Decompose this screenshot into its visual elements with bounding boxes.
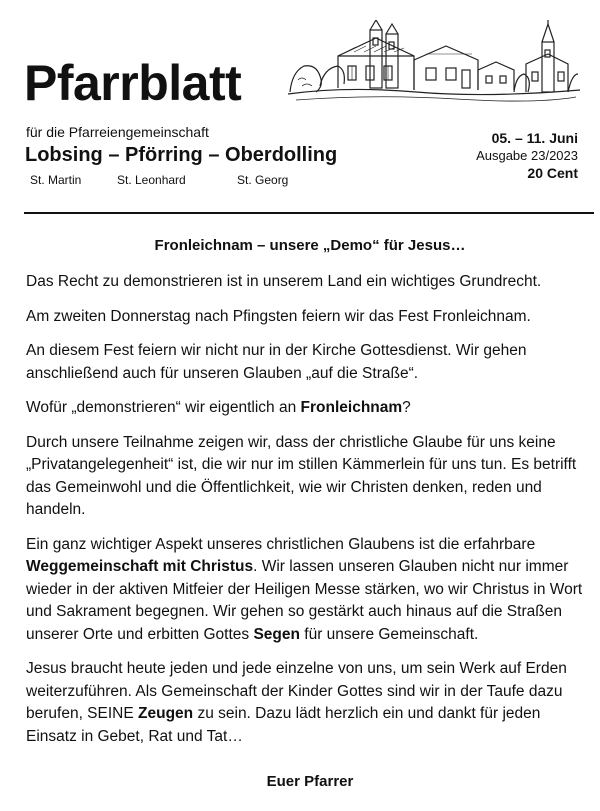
paragraph-6-text-a: Ein ganz wichtiger Aspekt unseres christlichen Glaubens ist die erfahrbare [26,535,536,553]
paragraph-4-end: ? [402,399,411,416]
emphasis-segen: Segen [253,625,300,643]
paragraph-6-text-c: für unsere Gemeinschaft. [299,625,479,643]
emphasis-fronleichnam: Fronleichnam [300,399,403,416]
saint-pfoerring: St. Leonhard [117,173,186,187]
paragraph-2: Am zweiten Donnerstag nach Pfingsten feiern wir das Fest Fronleichnam. [26,307,531,325]
paragraph-7 [26,658,586,748]
paragraph-4-text: Wofür „demonstrieren“ wir eigentlich an [26,399,301,416]
issue-price: 20 Cent [527,164,578,181]
article-body [26,271,586,760]
emphasis-zeugen: Zeugen [138,705,194,722]
header-divider [24,212,594,214]
article-title: Fronleichnam – unsere „Demo“ für Jesus… [154,237,466,254]
saint-oberdolling: St. Georg [237,173,289,187]
paragraph-7-text-b: zu sein. Dazu lädt herzlich ein und dankt für jeden Einsatz in Gebet, Rat und Tat… [26,705,541,745]
emphasis-weggemeinschaft: Weggemeinschaft mit Christus [26,558,254,575]
parish-names: Lobsing – Pförring – Oberdolling [25,144,338,166]
issue-number: Ausgabe 23/2023 [476,147,578,163]
paragraph-7-text-a: Jesus braucht heute jeden und jede einzelne von uns, um sein Werk auf Erden weiterzuführen. Als Gemeinschaft der Kinder Gottes sind wir in der Taufe dazu berufen, SEINE [26,660,567,722]
paragraph-6 [26,534,586,647]
issue-dates: 05. – 11. Juni [491,130,578,146]
issue-info [476,130,578,182]
paragraph-4 [26,397,586,420]
paragraph-3: An diesem Fest feiern wir nicht nur in der Kirche Gottesdienst. Wir gehen anschließend auch für unseren Glauben „auf die Straße“. [26,342,527,382]
signature: Euer Pfarrer [266,773,354,790]
church-village-sketch-icon [286,20,580,102]
masthead-title: Pfarrblatt [24,55,242,111]
paragraph-6-text-b: . Wir lassen unseren Glauben nicht nur immer wieder in der aktiven Mitfeier der Heiligen Messe stärken, wo wir Christus in Wort und Sakrament begegnen. Wir gehen so gestärkt auch hinaus auf die Straßen unserer Orte und erbitten Gottes [26,558,583,643]
masthead-subtitle: für die Pfarreiengemeinschaft [26,124,209,140]
paragraph-5: Durch unsere Teilnahme zeigen wir, dass der christliche Glaube für uns keine „Privatangelegenheit“ ist, die wir nur im stillen Kämmerlein für uns tun. Es betrifft das Gemeinwohl und die Öffentlichkeit, wie wir Christen denken, reden und handeln. [26,433,577,518]
paragraph-1: Das Recht zu demonstrieren ist in unserem Land ein wichtiges Grundrecht. [26,273,542,290]
saint-lobsing: St. Martin [30,173,82,187]
